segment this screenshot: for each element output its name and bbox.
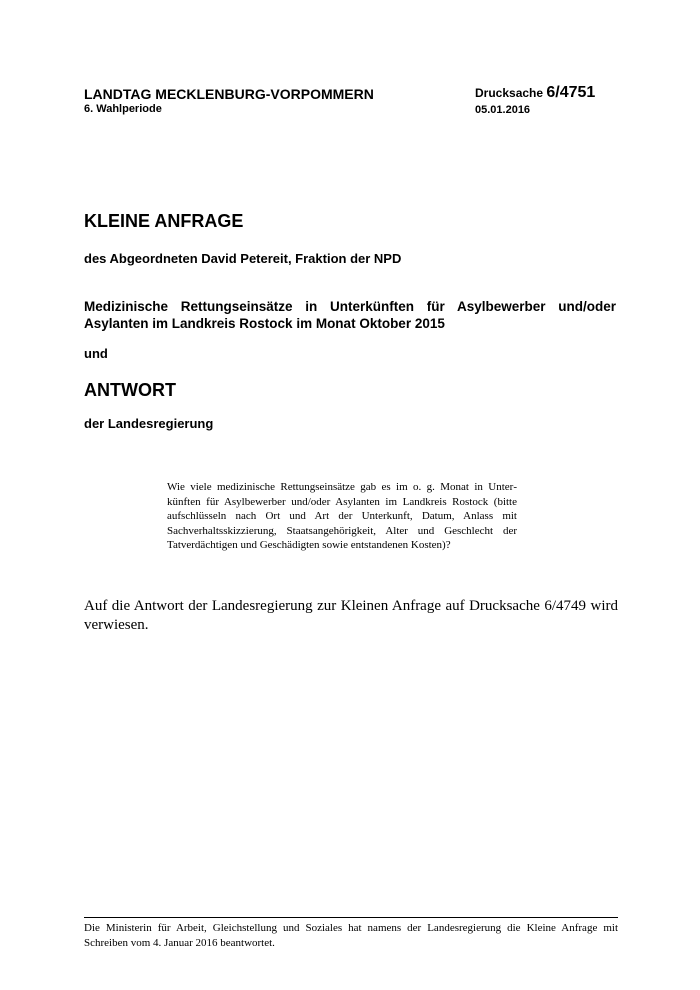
question-text: Wie viele medizinische Rettungseinsätze gab es im o. g. Monat in Unterkünften für Asylbewerber und/oder Asylanten im Landkreis Rostock (bitte aufschlüsseln nach Ort und Art der Unterkunft, Datum, Anlass mit Sachverhaltsskizzierung, Staatsangehörigkeit, Alter und Geschlecht der Tatverdächtigen und Geschädigten sowie entstandenen Kosten)? xyxy=(167,481,517,551)
document-header-right xyxy=(475,83,635,117)
footnote-divider xyxy=(84,917,618,918)
drucksache-line xyxy=(475,83,635,103)
answer-by: der Landesregierung xyxy=(84,416,214,431)
footnote-text: Die Ministerin für Arbeit, Gleichstellung und Soziales hat namens der Landesregierung die Kleine Anfrage mit Schreiben vom 4. Januar 2016 beantwortet. xyxy=(84,922,618,949)
inquiry-subject: Medizinische Rettungseinsätze in Unterkünften für Asylbewerber und/oder Asylanten im Landkreis Rostock im Monat Oktober 2015 xyxy=(84,299,616,331)
document-header-left xyxy=(84,86,464,116)
document-date: 05.01.2016 xyxy=(475,104,531,116)
drucksache-number: 6/4751 xyxy=(546,84,596,101)
electoral-period: 6. Wahlperiode xyxy=(84,103,162,115)
connector-word: und xyxy=(84,346,108,361)
answer-heading: ANTWORT xyxy=(84,380,176,400)
inquiry-author: des Abgeordneten David Petereit, Fraktion der NPD xyxy=(84,251,402,266)
answer-text: Auf die Antwort der Landesregierung zur Kleinen Anfrage auf Drucksache 6/4749 wird verwiesen. xyxy=(84,598,618,633)
inquiry-type-heading: KLEINE ANFRAGE xyxy=(84,211,244,231)
drucksache-label: Drucksache xyxy=(475,86,547,100)
parliament-name: LANDTAG MECKLENBURG-VORPOMMERN xyxy=(84,86,374,102)
